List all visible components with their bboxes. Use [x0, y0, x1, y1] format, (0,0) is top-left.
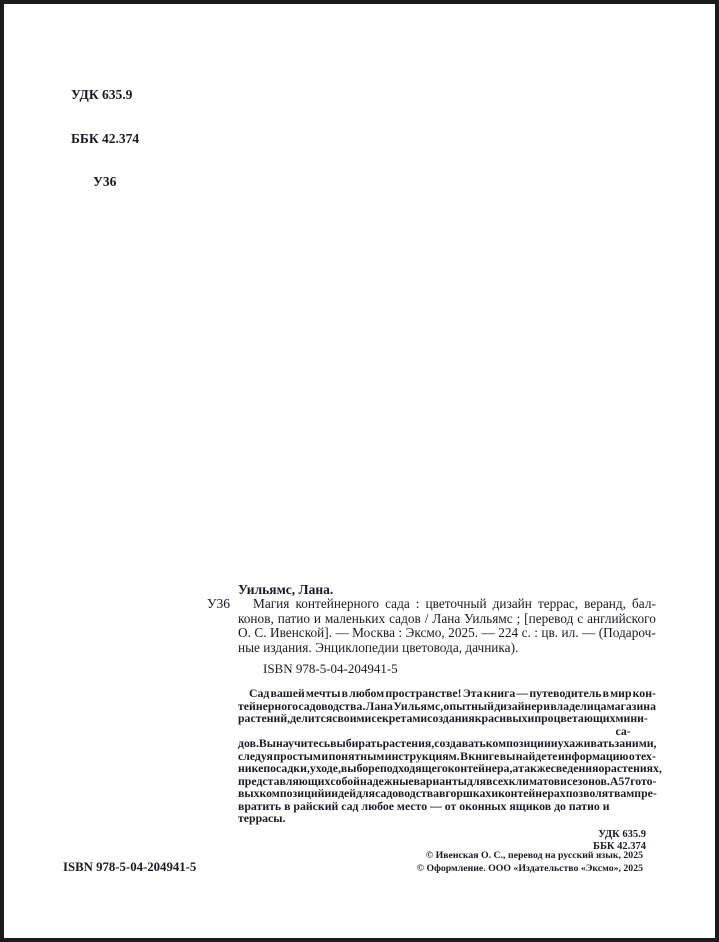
footer-isbn: ISBN 978-5-04-204941-5 [63, 860, 197, 874]
text-line: растений, делится своими секретами создания красивых и процветающих мини-са- [238, 711, 648, 738]
udk-code: УДК 635.9 [71, 87, 133, 102]
copyright-line-design: © Оформление. ООО «Издательство «Эксмо», 2025 [416, 862, 643, 874]
text-line: следуя простым и понятным инструкциям. В книге вы найдете информацию о тех- [238, 748, 656, 763]
bbk-code: ББК 42.374 [71, 130, 140, 146]
text-line: Сад вашей мечты в любом пространстве! Эта книга — путеводитель в мир кон- [249, 686, 656, 700]
copyright-block [417, 850, 643, 875]
text-line: нике посадки, уходе, выборе подходящего контейнера, а также сведения о растениях, [238, 761, 662, 775]
annotation-paragraph [238, 686, 662, 825]
author-sign-marker: У36 [207, 596, 231, 611]
author-sign-code: У36 [93, 174, 117, 189]
udk-code-bottom: УДК 635.9 [598, 828, 646, 840]
text-line: дов. Вы научитесь выбирать растения, создавать композиции и ухаживать за ними, [238, 736, 657, 750]
text-line: О. С. Ивенской]. — Москва : Эксмо, 2025. — 224 с. : цв. ил. — (Подароч- [238, 625, 656, 640]
bibliographic-description [238, 597, 656, 655]
catalog-isbn: ISBN 978-5-04-204941-5 [263, 661, 398, 676]
text-line: конов, патио и маленьких садов / Лана Уильямс ; [перевод с английского [238, 610, 656, 626]
text-line: ные издания. Энциклопедии цветовода, дачника). [238, 639, 519, 655]
bottom-classification-codes [238, 829, 646, 853]
top-classification-codes [71, 59, 139, 219]
text-line: представляющих собой надежные варианты для всех климатов и сезонов. А 57 гото- [238, 773, 657, 788]
bbk-code-bottom: ББК 42.374 [593, 840, 646, 852]
copyright-line-translation: © Ивенская О. С., перевод на русский язык, 2025 [425, 850, 643, 861]
text-line: Магия контейнерного сада : цветочный дизайн террас, веранд, бал- [253, 596, 656, 611]
catalog-card [207, 582, 662, 853]
text-line: вых композиций и идей для садоводства в горшках и контейнерах позволят вам пре- [238, 786, 657, 800]
author-heading: Уильямс, Лана. [238, 582, 334, 597]
text-line: тейнерного садоводства. Лана Уильямс, опытный дизайнер и владелица магазина [238, 698, 656, 713]
text-line: вратить в райский сад любое место — от оконных ящиков до патио и террасы. [238, 798, 610, 825]
